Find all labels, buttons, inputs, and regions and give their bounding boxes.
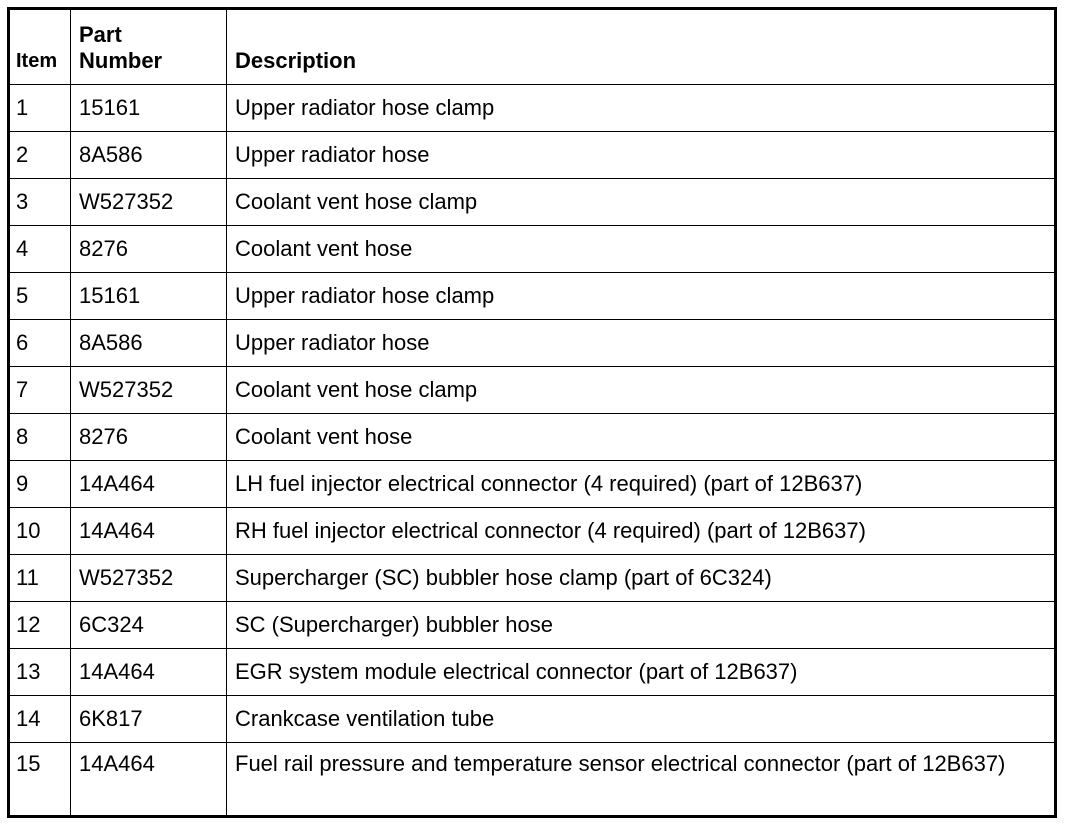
item-cell: 11 (9, 555, 71, 602)
header-item: Item (9, 9, 71, 85)
table-row (9, 461, 1056, 508)
table-row (9, 696, 1056, 743)
part-number-cell: 14A464 (71, 461, 227, 508)
table-row (9, 179, 1056, 226)
part-number-cell: 8A586 (71, 132, 227, 179)
header-row (9, 9, 1056, 85)
description-cell: Coolant vent hose clamp (227, 367, 1056, 414)
description-cell: Upper radiator hose (227, 132, 1056, 179)
table-row (9, 649, 1056, 696)
table-row (9, 508, 1056, 555)
description-cell: RH fuel injector electrical connector (4 required) (part of 12B637) (227, 508, 1056, 555)
table-row (9, 743, 1056, 817)
item-cell: 7 (9, 367, 71, 414)
description-cell: EGR system module electrical connector (part of 12B637) (227, 649, 1056, 696)
description-cell: Upper radiator hose clamp (227, 85, 1056, 132)
item-cell: 3 (9, 179, 71, 226)
part-number-cell: W527352 (71, 555, 227, 602)
table-row (9, 226, 1056, 273)
item-cell: 6 (9, 320, 71, 367)
item-cell: 14 (9, 696, 71, 743)
description-cell: LH fuel injector electrical connector (4 required) (part of 12B637) (227, 461, 1056, 508)
part-number-cell: W527352 (71, 179, 227, 226)
item-cell: 15 (9, 743, 71, 817)
description-cell: SC (Supercharger) bubbler hose (227, 602, 1056, 649)
item-cell: 10 (9, 508, 71, 555)
item-cell: 4 (9, 226, 71, 273)
part-number-cell: 14A464 (71, 743, 227, 817)
part-number-cell: 8276 (71, 226, 227, 273)
part-number-cell: 6C324 (71, 602, 227, 649)
description-cell: Upper radiator hose clamp (227, 273, 1056, 320)
part-number-cell: 15161 (71, 85, 227, 132)
item-cell: 8 (9, 414, 71, 461)
table-row (9, 367, 1056, 414)
item-cell: 1 (9, 85, 71, 132)
table-row (9, 132, 1056, 179)
part-number-cell: 14A464 (71, 649, 227, 696)
table-row (9, 273, 1056, 320)
table-row (9, 555, 1056, 602)
part-number-cell: 8A586 (71, 320, 227, 367)
header-description: Description (227, 9, 1056, 85)
description-cell: Supercharger (SC) bubbler hose clamp (part of 6C324) (227, 555, 1056, 602)
parts-table (7, 7, 1057, 818)
item-cell: 13 (9, 649, 71, 696)
part-number-cell: 14A464 (71, 508, 227, 555)
description-cell: Crankcase ventilation tube (227, 696, 1056, 743)
description-cell: Coolant vent hose (227, 226, 1056, 273)
item-cell: 5 (9, 273, 71, 320)
part-number-cell: 15161 (71, 273, 227, 320)
table-row (9, 602, 1056, 649)
part-number-cell: W527352 (71, 367, 227, 414)
description-cell: Coolant vent hose clamp (227, 179, 1056, 226)
item-cell: 12 (9, 602, 71, 649)
table-row (9, 85, 1056, 132)
part-number-cell: 6K817 (71, 696, 227, 743)
part-number-cell: 8276 (71, 414, 227, 461)
item-cell: 2 (9, 132, 71, 179)
header-part-number: Part Number (71, 9, 227, 85)
description-cell: Upper radiator hose (227, 320, 1056, 367)
table-row (9, 320, 1056, 367)
item-cell: 9 (9, 461, 71, 508)
description-cell: Coolant vent hose (227, 414, 1056, 461)
description-cell: Fuel rail pressure and temperature sensor electrical connector (part of 12B637) (227, 743, 1056, 817)
table-row (9, 414, 1056, 461)
